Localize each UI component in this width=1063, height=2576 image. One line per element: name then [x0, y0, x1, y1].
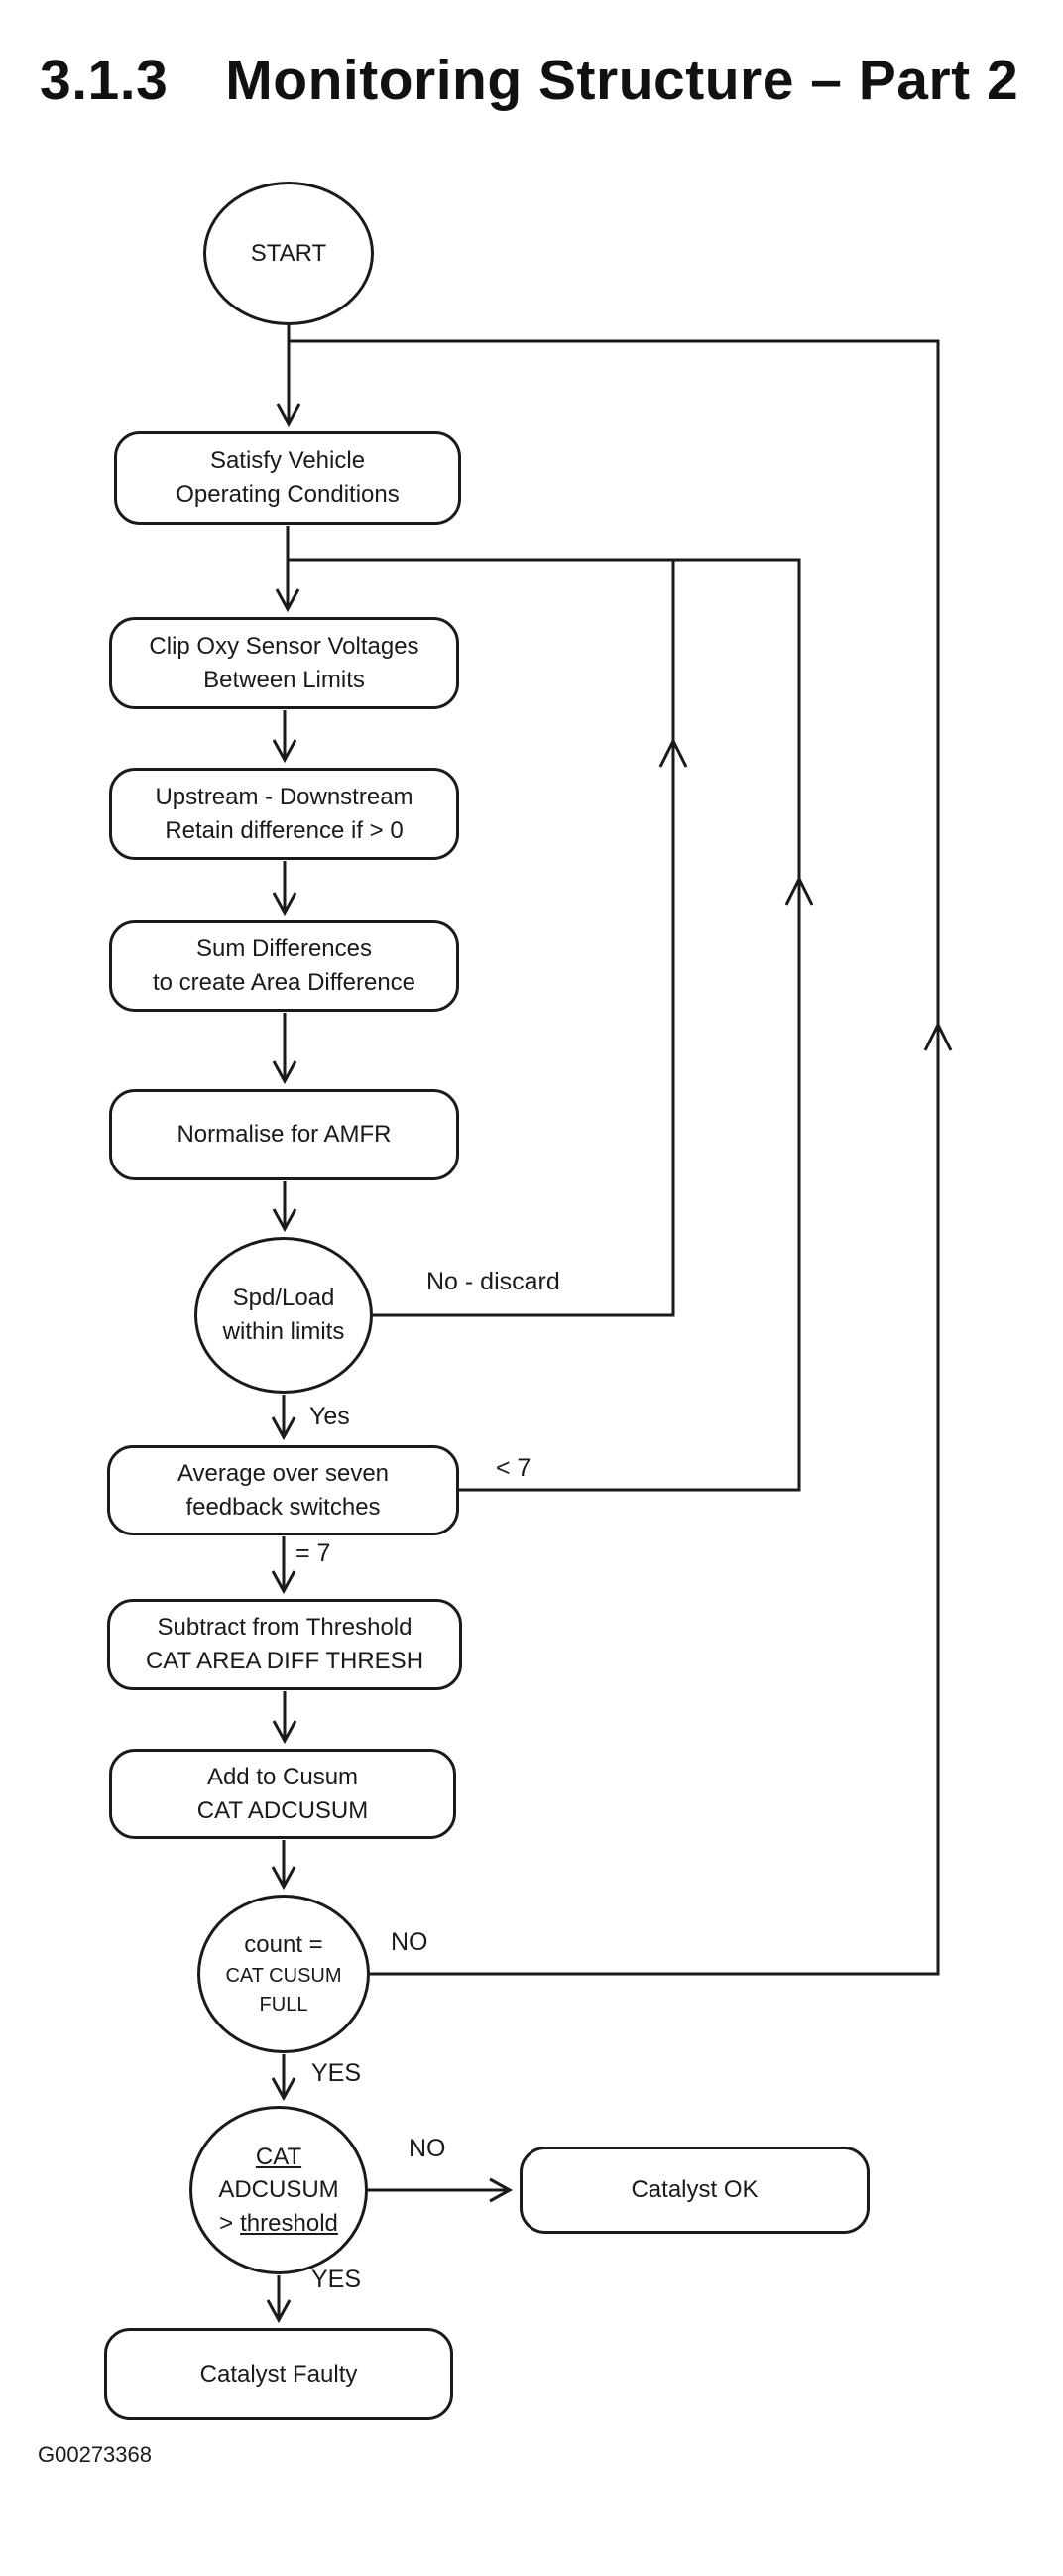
edge-label-cat-yes: YES [311, 2266, 362, 2293]
node-label: Upstream - Downstream [155, 783, 413, 810]
edge-label-count-yes: YES [311, 2059, 362, 2087]
node-label: Between Limits [203, 666, 365, 693]
edge-label-count-no: NO [391, 1928, 428, 1956]
start-terminal [203, 182, 374, 325]
cat-adcusum-decision [189, 2106, 368, 2274]
edge-label-cat-no: NO [409, 2135, 446, 2162]
node-label: Add to Cusum [206, 1763, 359, 1790]
spd-load-decision [194, 1237, 373, 1394]
node-label: Clip Oxy Sensor Voltages [149, 632, 419, 660]
node-label: to create Area Difference [152, 969, 416, 996]
average-switches-step [107, 1445, 459, 1535]
satisfy-conditions-step [114, 431, 461, 525]
node-label: Retain difference if > 0 [165, 816, 404, 844]
section-number: 3.1.3 [40, 49, 169, 112]
node-label: Satisfy Vehicle [209, 447, 366, 475]
subtract-threshold-step [107, 1599, 462, 1690]
edge-label-equals-seven: = 7 [295, 1539, 331, 1567]
node-label: ADCUSUM [218, 2176, 339, 2204]
threshold-term: threshold [240, 2209, 338, 2237]
catalyst-faulty-result [104, 2328, 453, 2420]
node-label: Subtract from Threshold [157, 1614, 413, 1642]
node-label: CAT [255, 2143, 302, 2170]
sum-differences-step [109, 920, 459, 1012]
count-full-decision [197, 1895, 370, 2053]
node-label: CAT ADCUSUM [196, 1796, 369, 1824]
node-label: Operating Conditions [176, 481, 400, 508]
node-label: Normalise for AMFR [177, 1121, 392, 1149]
comparison-operator: > [219, 2209, 234, 2237]
node-label: Average over seven [177, 1459, 390, 1487]
node-label: CAT CUSUM [225, 1964, 342, 1987]
node-label [219, 2207, 338, 2241]
node-label: feedback switches [185, 1493, 381, 1521]
section-title: Monitoring Structure – Part 2 [225, 49, 1019, 112]
catalyst-ok-result [520, 2147, 870, 2234]
normalise-amfr-step [109, 1089, 459, 1180]
node-label: Spd/Load [232, 1285, 335, 1312]
node-label: CAT AREA DIFF THRESH [145, 1648, 424, 1674]
edge-label-yes-spd-load: Yes [309, 1403, 350, 1430]
edge-label-less-than-seven: < 7 [496, 1454, 532, 1482]
node-label: Sum Differences [196, 935, 372, 963]
node-label: count = [244, 1931, 323, 1959]
node-label: FULL [259, 1993, 308, 2016]
node-label: START [250, 239, 327, 267]
node-label: within limits [222, 1318, 345, 1345]
add-cusum-step [109, 1749, 456, 1839]
figure-id: G00273368 [38, 2442, 152, 2467]
edge-label-no-discard: No - discard [426, 1268, 560, 1295]
node-label: Catalyst OK [631, 2176, 759, 2204]
upstream-downstream-step [109, 768, 459, 860]
clip-voltages-step [109, 617, 459, 709]
node-label: Catalyst Faulty [199, 2360, 358, 2388]
